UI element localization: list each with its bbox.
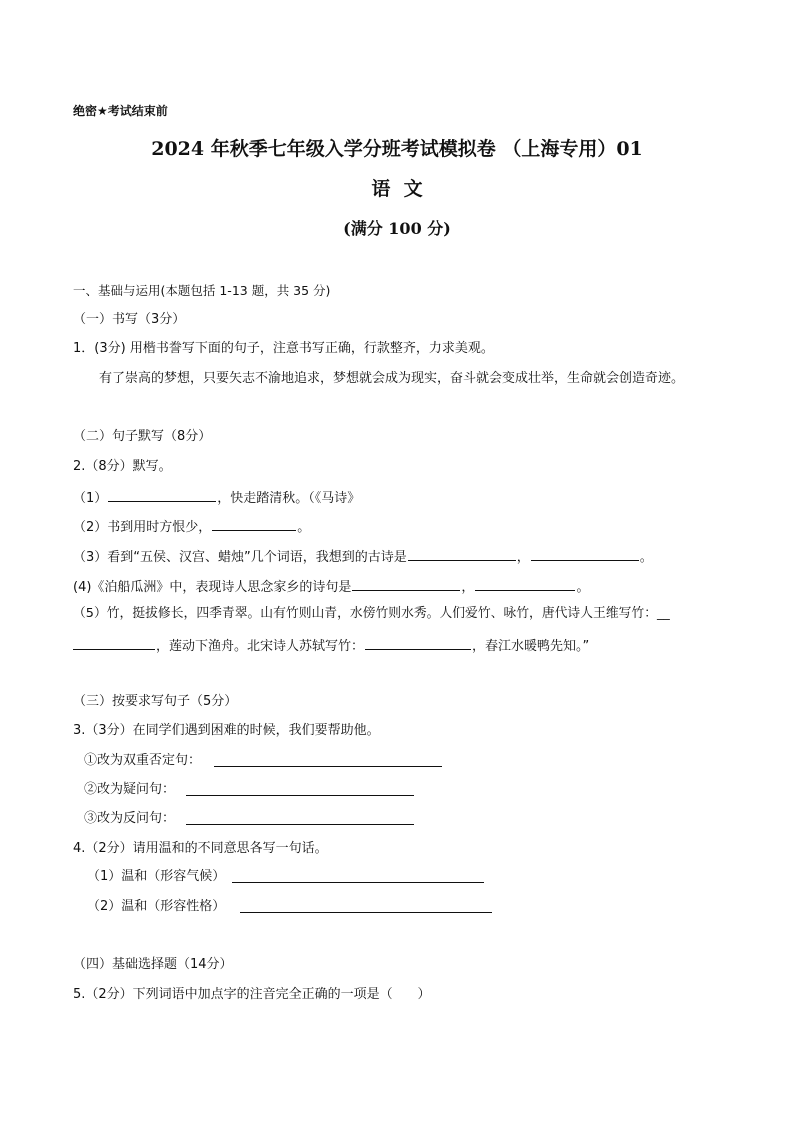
item-5-tail: ，春江水暖鸭先知。” (472, 639, 590, 654)
question-3-b-label: ②改为疑问句： (84, 782, 176, 797)
answer-line[interactable] (186, 795, 414, 796)
question-3-stem: 3.（3分）在同学们遇到困难的时候，我们要帮助他。 (73, 723, 380, 738)
question-1-sentence: 有了崇高的梦想，只要矢志不渝地追求，梦想就会成为现实，奋斗就会变成壮举，生命就会创造奇迹。 (99, 371, 685, 386)
question-4-b-label: （2）温和（形容性格） (87, 899, 226, 914)
question-3-a-label: ①改为双重否定句： (84, 753, 202, 768)
answer-line[interactable] (214, 766, 442, 767)
question-2-stem: 2.（8分）默写。 (73, 459, 172, 474)
dictation-item-4 (73, 576, 589, 597)
item-2-text: （2）书到用时方恨少， (73, 520, 212, 535)
full-score: (满分 100 分) (343, 219, 451, 238)
question-1-stem: 1．(3分) 用楷书誊写下面的句子，注意书写正确，行款整齐，力求美观。 (73, 341, 494, 356)
dictation-item-3 (73, 546, 653, 567)
dictation-item-5-line-1: （5）竹，挺拔修长，四季青翠。山有竹则山青，水傍竹则水秀。人们爱竹、咏竹，唐代诗人王维写竹：__ (73, 606, 670, 621)
question-3-c-label: ③改为反问句： (84, 811, 176, 826)
subject-title: 语 文 (371, 178, 423, 200)
answer-line[interactable] (232, 882, 484, 883)
section-dictation-heading: （二）句子默写（8分） (73, 429, 212, 444)
question-5-stem: 5.（2分）下列词语中加点字的注音完全正确的一项是（ ） (73, 987, 431, 1002)
part-one-heading: 一、基础与运用(本题包括 1-13 题，共 35 分) (73, 283, 331, 298)
item-5-mid: ，莲动下渔舟。北宋诗人苏轼写竹： (156, 639, 365, 654)
item-4-comma: ， (461, 580, 475, 595)
item-4-tail: 。 (576, 580, 590, 595)
answer-blank[interactable] (108, 487, 216, 502)
item-2-tail: 。 (297, 520, 311, 535)
answer-blank[interactable] (531, 546, 639, 561)
answer-line[interactable] (240, 912, 492, 913)
dictation-item-1 (73, 487, 360, 508)
answer-blank[interactable] (475, 576, 575, 591)
item-3-tail: 。 (639, 550, 653, 565)
answer-blank[interactable] (408, 546, 516, 561)
item-3-comma: ， (516, 550, 530, 565)
section-choice-heading: （四）基础选择题（14分） (73, 957, 233, 972)
secret-mark: 绝密★考试结束前 (73, 104, 168, 118)
answer-blank[interactable] (365, 635, 471, 650)
dictation-item-5-line-2 (73, 635, 589, 656)
question-4-a-label: （1）温和（形容气候） (87, 869, 226, 884)
answer-blank[interactable] (73, 635, 155, 650)
item-3-text: （3）看到“五侯、汉宫、蜡烛”几个词语，我想到的古诗是 (73, 550, 407, 565)
page-title: 2024 年秋季七年级入学分班考试模拟卷 （上海专用）01 (151, 138, 643, 160)
section-writing-heading: （一）书写（3分） (73, 312, 186, 327)
item-1-number: （1） (73, 491, 108, 506)
question-4-stem: 4.（2分）请用温和的不同意思各写一句话。 (73, 841, 328, 856)
answer-line[interactable] (186, 824, 414, 825)
answer-blank[interactable] (352, 576, 460, 591)
item-4-text: (4)《泊船瓜洲》中，表现诗人思念家乡的诗句是 (73, 580, 352, 595)
section-sentence-heading: （三）按要求写句子（5分） (73, 694, 238, 709)
answer-blank[interactable] (212, 516, 296, 531)
item-1-tail: ，快走踏清秋。（《马诗》 (217, 491, 361, 506)
dictation-item-2 (73, 516, 310, 537)
